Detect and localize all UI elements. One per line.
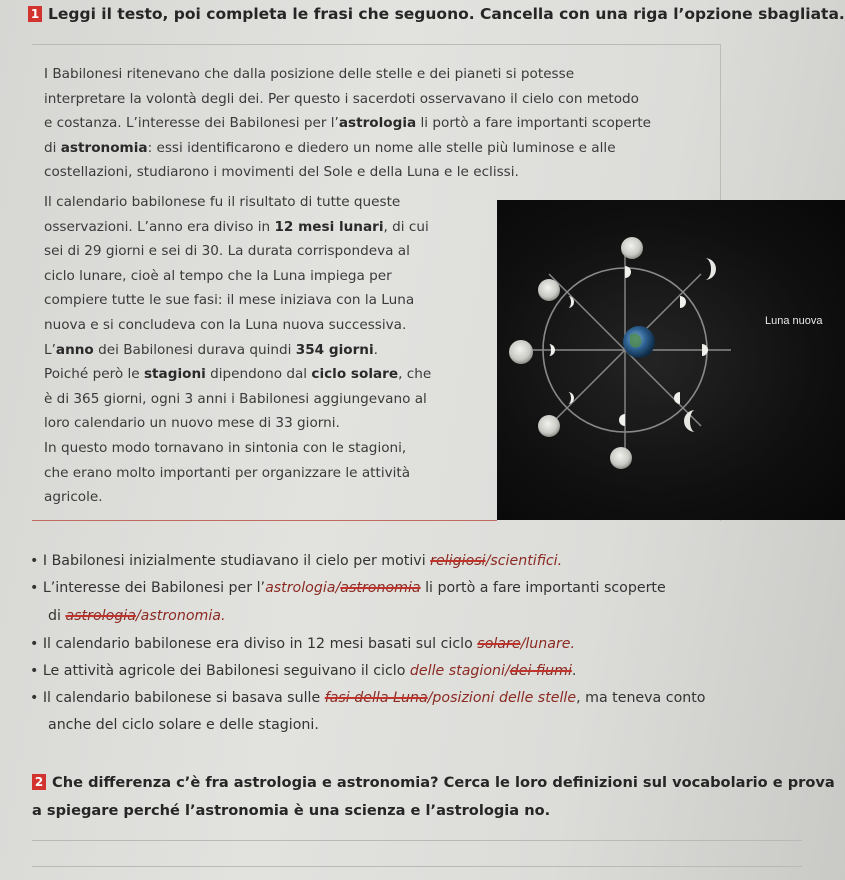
passage-line [44, 292, 414, 308]
exercise-1-heading [28, 5, 845, 23]
exercise-number-badge: 2 [32, 774, 46, 790]
text-segment: agricole. [44, 489, 103, 506]
completion-sentence [30, 553, 562, 569]
chosen-option[interactable]: astrologia/ [265, 580, 341, 596]
text-segment: 12 mesi lunari [274, 218, 384, 235]
passage-line [44, 268, 392, 284]
text-segment: sei di 29 giorni e sei di 30. La durata corrispondeva al [44, 243, 410, 260]
outer-moon-phases [509, 237, 716, 469]
struck-option[interactable]: fasi della Luna [324, 690, 428, 706]
exercise-2-question: Che differenza c’è fra astrologia e astronomia? Cerca le loro definizioni sul vocabolario e prova [52, 774, 835, 791]
exercise-2-heading [32, 774, 835, 791]
text-segment: L’ [44, 341, 56, 358]
text-segment: ciclo lunare, cioè al tempo che la Luna impiega per [44, 267, 392, 284]
chosen-option[interactable]: /posizioni delle stelle [427, 690, 577, 706]
completion-sentence [30, 663, 576, 679]
text-segment: osservazioni. L’anno era diviso in [44, 218, 275, 235]
text-segment: • I Babilonesi inizialmente studiavano il cielo per motivi [30, 553, 431, 569]
passage-line [44, 66, 574, 82]
chosen-option[interactable]: /astronomia. [135, 608, 226, 624]
text-segment: loro calendario un nuovo mese di 33 giorni. [44, 415, 340, 432]
passage-line [44, 194, 400, 210]
passage-line [44, 243, 410, 259]
passage-line [44, 415, 340, 431]
text-segment: • Le attività agricole dei Babilonesi seguivano il ciclo [30, 663, 410, 679]
completion-sentence [30, 580, 666, 596]
struck-option[interactable]: religiosi [430, 553, 486, 569]
text-segment: , di cui [383, 218, 429, 235]
moon-phases-photo [497, 200, 845, 520]
text-segment: . [373, 341, 378, 358]
moon-phase-diagram [497, 200, 845, 520]
text-segment: ciclo solare [311, 366, 399, 383]
passage-line [44, 91, 639, 107]
text-segment: dei Babilonesi durava quindi [93, 341, 296, 358]
text-segment: stagioni [143, 366, 206, 383]
text-segment: I Babilonesi ritenevano che dalla posizione delle stelle e dei pianeti si potesse [44, 66, 575, 82]
text-segment: e costanza. L’interesse dei Babilonesi per l’ [44, 115, 339, 132]
text-segment: . [571, 663, 577, 679]
text-segment: anno [55, 341, 94, 358]
passage-line [44, 366, 431, 382]
passage-line [44, 317, 406, 333]
text-segment: : essi identificarono e diedero un nome alle stelle più luminose e alle [147, 139, 616, 156]
answer-line[interactable] [32, 866, 802, 867]
exercise-number-badge: 1 [28, 6, 42, 22]
text-segment: Il calendario babilonese fu il risultato di tutte queste [44, 194, 401, 210]
text-segment: astronomia [60, 139, 148, 156]
text-segment: • Il calendario babilonese era diviso in 12 mesi basati sul ciclo [30, 636, 478, 652]
text-segment: costellazioni, studiarono i movimenti del Sole e della Luna e le eclissi. [44, 164, 519, 181]
struck-option[interactable]: astronomia [340, 580, 421, 596]
struck-option[interactable]: solare [477, 636, 521, 652]
completion-sentence [48, 717, 319, 733]
text-segment: , ma teneva conto [576, 690, 706, 706]
struck-option[interactable]: dei fiumi [509, 663, 572, 679]
text-segment: compiere tutte le sue fasi: il mese iniziava con la Luna [44, 292, 415, 309]
text-segment: nuova e si concludeva con la Luna nuova successiva. [44, 317, 407, 333]
exercise-2-question-cont: a spiegare perché l’astronomia è una scienza e l’astrologia no. [32, 802, 551, 819]
chosen-option[interactable]: /scientifici. [485, 553, 563, 569]
completion-sentence [30, 636, 575, 652]
passage-line [44, 440, 406, 456]
completion-sentence [48, 608, 226, 624]
passage-line [44, 219, 429, 235]
chosen-option[interactable]: delle stagioni/ [409, 663, 510, 679]
text-segment: di [44, 139, 61, 156]
new-moon-label: Luna nuova [765, 315, 823, 327]
text-segment: anche del ciclo solare e delle stagioni. [48, 717, 319, 733]
text-segment: che erano molto importanti per organizzare le attività [44, 464, 411, 481]
text-segment: è di 365 giorni, ogni 3 anni i Babilonesi aggiungevano al [44, 390, 427, 407]
struck-option[interactable]: astrologia [65, 608, 136, 624]
text-segment: astrologia [338, 115, 417, 132]
text-segment: 354 giorni [295, 341, 374, 358]
text-segment: interpretare la volontà degli dei. Per questo i sacerdoti osservavano il cielo con metodo [44, 90, 639, 107]
text-segment: , che [398, 366, 432, 383]
passage-line [44, 115, 651, 131]
text-segment: li portò a fare importanti scoperte [420, 580, 666, 596]
passage-line [44, 391, 427, 407]
text-segment: • Il calendario babilonese si basava sulle [30, 690, 325, 706]
text-segment: • L’interesse dei Babilonesi per l’ [30, 580, 266, 596]
passage-line [44, 489, 103, 505]
passage-line [44, 140, 616, 156]
text-segment: di [48, 608, 66, 624]
text-segment: dipendono dal [205, 366, 312, 383]
text-segment: In questo modo tornavano in sintonia con le stagioni, [44, 440, 407, 456]
answer-line[interactable] [32, 840, 802, 841]
passage-line [44, 342, 378, 358]
passage-line [44, 164, 519, 180]
passage-bottom-rule [32, 520, 497, 521]
passage-line [44, 465, 410, 481]
text-segment: Poiché però le [44, 366, 144, 383]
text-segment: li portò a fare importanti scoperte [416, 115, 652, 132]
exercise-1-instruction: Leggi il testo, poi completa le frasi che seguono. Cancella con una riga l’opzione sbagliata. [48, 5, 845, 23]
chosen-option[interactable]: /lunare. [520, 636, 576, 652]
completion-sentence [30, 690, 705, 706]
